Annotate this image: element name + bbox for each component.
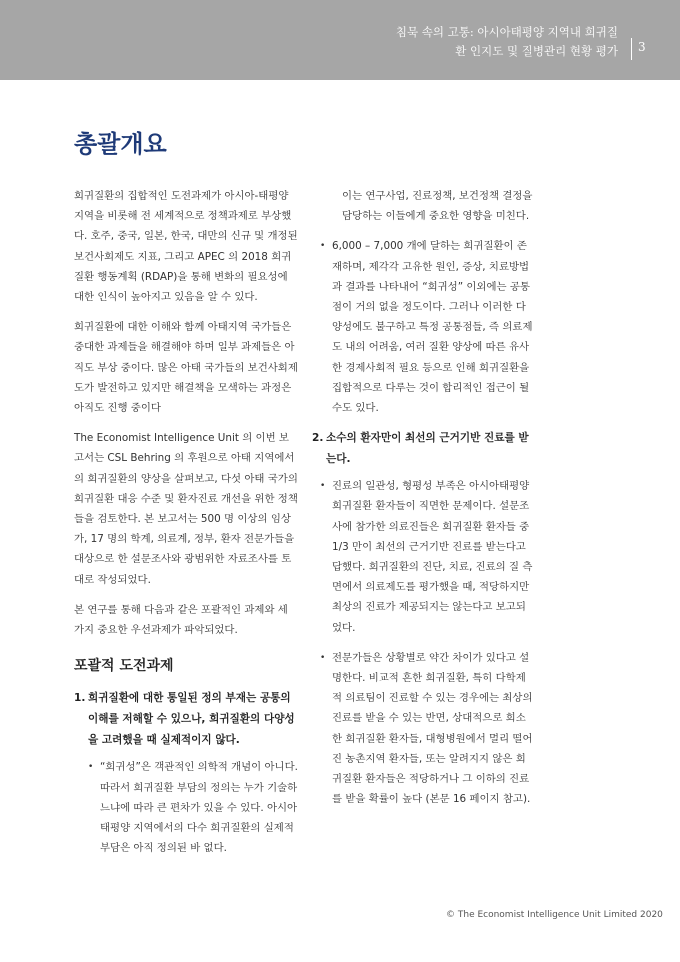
- left-column: [74, 186, 298, 868]
- item-number: 2.: [312, 432, 324, 445]
- numbered-item-1: [74, 688, 298, 751]
- section-heading: 포괄적 도전과제: [74, 658, 174, 675]
- intro-paragraph-1: 희귀질환의 집합적인 도전과제가 아시아-태평양 지역을 비롯해 전 세계적으로 정책과제로 부상했다. 호주, 중국, 일본, 한국, 대만의 신규 및 개정된 보건사회제도 지표, 그리고 APEC 의 2018 희귀질환 행동계획 (RDAP)을 통해 변화의 필요성에 대한 인식이 높아지고 있음을 알 수 있다.: [74, 190, 298, 304]
- bullet-item: [312, 236, 534, 418]
- item-text: 소수의 환자만이 최선의 근거기반 진료를 받는다.: [326, 432, 529, 466]
- intro-paragraph-4: 본 연구를 통해 다음과 같은 포괄적인 과제와 세 가지 중요한 우선과제가 파악되었다.: [74, 603, 288, 637]
- bullet-text: 전문가들은 상황별로 약간 차이가 있다고 설명한다. 비교적 흔한 희귀질환, 특히 다학제적 의료팀이 진료할 수 있는 경우에는 최상의 진료를 받을 수 있는 반면, 상대적으로 희소한 희귀질환 환자들, 대형병원에서 멀리 떨어진 농촌지역 환자들, 또는 알려지지 않은 희귀질환 환자들은 적당하거나 그 이하의 진료를 받을 확률이 높다 (본문 16 페이지 참고).: [332, 651, 533, 806]
- bullet-item: [74, 757, 298, 858]
- bullet-text: 6,000 – 7,000 개에 달하는 희귀질환이 존재하며, 제각각 고유한 원인, 증상, 치료방법과 결과를 나타내어 “희귀성” 이외에는 공통점이 거의 없을 정도이다. 그러나 이러한 다양성에도 불구하고 특정 공통점들, 즉 의료제도 내의 어려움, 여러 질환 양상에 따른 유사한 경제사회적 필요 등으로 인해 희귀질환을 집합적으로 다루는 것이 합리적인 접근이 될 수도 있다.: [332, 240, 533, 415]
- bullet-item: [312, 648, 534, 810]
- intro-paragraph-2: 희귀질환에 대한 이해와 함께 아태지역 국가들은 중대한 과제들을 해결해야 하며 일부 과제들은 아직도 부상 중이다. 많은 아태 국가들의 보건사회제도가 발전하고 있지만 해결책을 모색하는 과정은 아직도 진행 중이다: [74, 321, 298, 415]
- intro-paragraph-3: The Economist Intelligence Unit 의 이번 보고서는 CSL Behring 의 후원으로 아태 지역에서의 희귀질환의 양상을 살펴보고, 다섯 아태 국가의 희귀질환 대응 수준 및 환자진료 개선을 위한 정책들을 검토한다. 본 보고서는 500 명 이상의 임상가, 17 명의 학계, 의료계, 정부, 환자 전문가들을 대상으로 한 설문조사와 광범위한 자료조사를 토대로 작성되었다.: [74, 432, 298, 586]
- header-divider: [631, 38, 632, 60]
- page-title: 총괄개요: [74, 130, 167, 158]
- page-header: [0, 0, 680, 80]
- header-title-line2: 환 인지도 및 질병관리 현황 평가: [455, 44, 618, 58]
- page-number: 3: [638, 40, 646, 54]
- bullet-text: 진료의 일관성, 형평성 부족은 아시아태평양 희귀질환 환자들이 직면한 문제이다. 설문조사에 참가한 의료진들은 희귀질환 환자들 중 1/3 만이 최선의 근거기반 진료를 받는다고 답했다. 희귀질환의 진단, 치료, 진료의 질 측면에서 의료제도를 평가했을 때, 적당하지만 최상의 진료가 제공되지는 않는다고 보고되었다.: [332, 480, 533, 634]
- bullet-icon: •: [88, 762, 94, 773]
- numbered-item-2: [312, 428, 534, 470]
- header-title-line1: 침묵 속의 고통: 아시아태평양 지역내 희귀질: [395, 25, 618, 39]
- continued-text: 이는 연구사업, 진료정책, 보건정책 결정을 담당하는 이들에게 중요한 영향을 미친다.: [342, 190, 533, 223]
- bullet-icon: •: [320, 481, 326, 492]
- item-number: 1.: [74, 692, 86, 705]
- bullet-item: [312, 476, 534, 638]
- bullet-text: “희귀성”은 객관적인 의학적 개념이 아니다. 따라서 희귀질환 부담의 정의는 누가 기술하느냐에 따라 큰 편차가 있을 수 있다. 아시아태평양 지역에서의 다수 희귀질환의 실제적 부담은 아직 정의된 바 없다.: [100, 761, 298, 855]
- item-text: 희귀질환에 대한 통일된 정의 부재는 공통의 이해를 저해할 수 있으나, 희귀질환의 다양성을 고려했을 때 실제적이지 않다.: [88, 692, 295, 747]
- copyright-footer: © The Economist Intelligence Unit Limited 2020: [446, 910, 663, 920]
- bullet-icon: •: [320, 652, 326, 663]
- bullet-icon: •: [320, 241, 326, 252]
- right-column: [312, 186, 534, 819]
